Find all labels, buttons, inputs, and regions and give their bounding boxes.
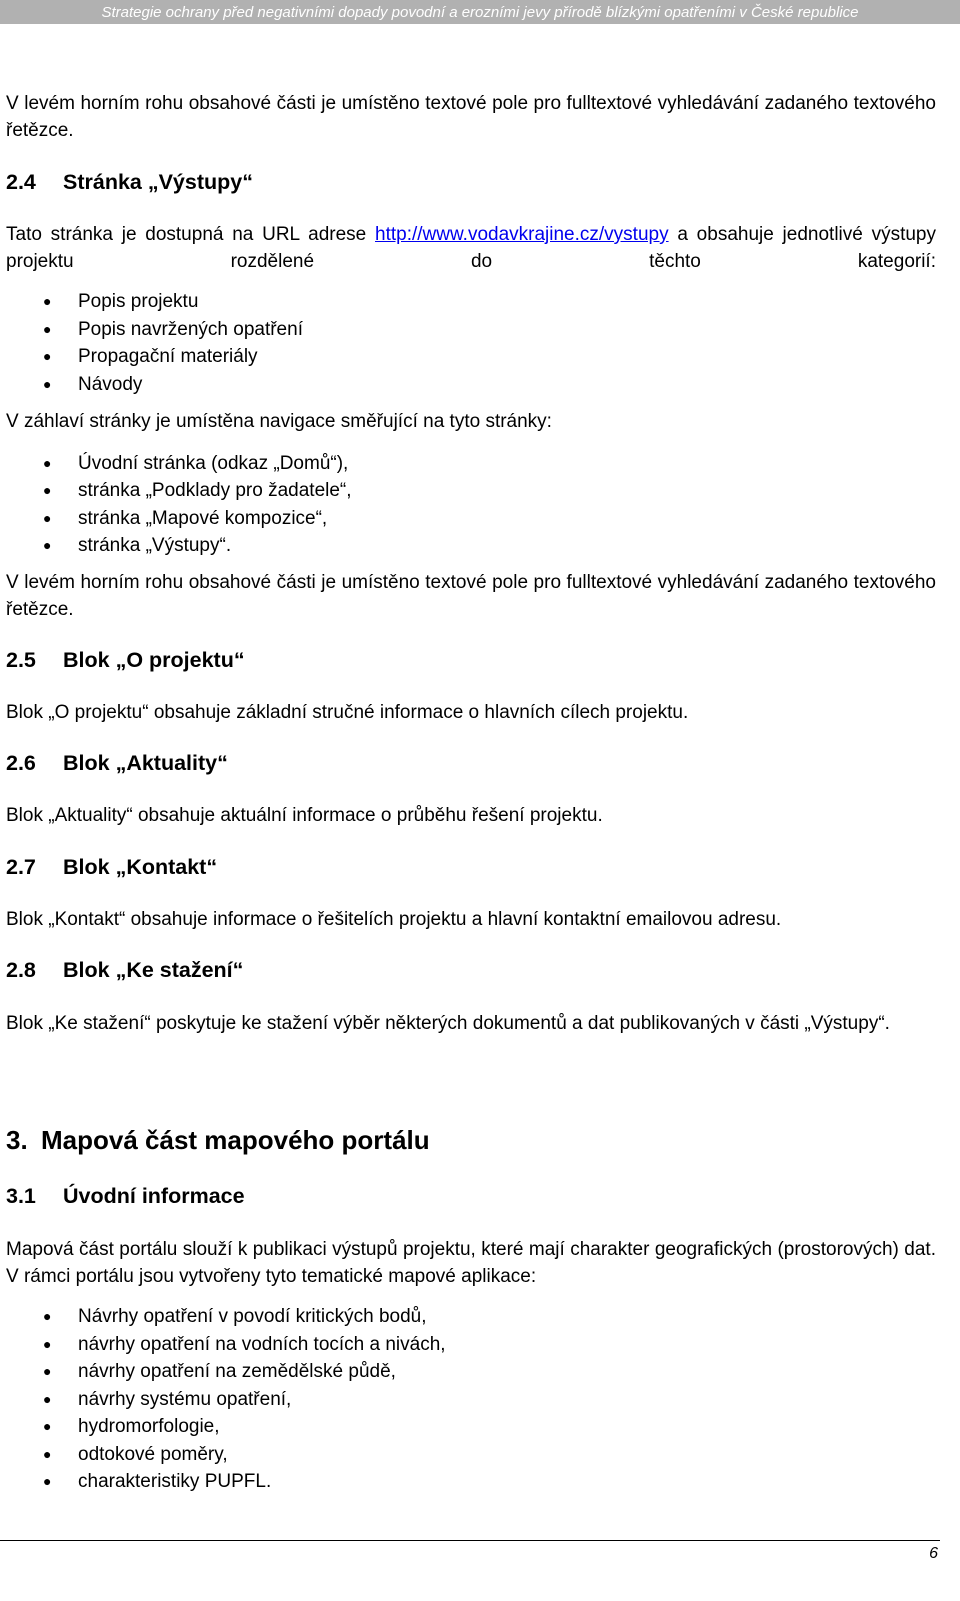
map-apps-list: [6, 1303, 446, 1496]
section-number: 2.6: [6, 751, 36, 775]
chapter-title: Mapová část mapového portálu: [41, 1125, 430, 1155]
bullet-icon: ●: [43, 455, 52, 471]
navigation-intro: V záhlaví stránky je umístěna navigace směřující na tyto stránky:: [6, 411, 552, 432]
navigation-list: [6, 450, 352, 559]
section-title: Blok „Kontakt“: [63, 855, 218, 879]
bullet-icon: ●: [43, 348, 52, 364]
section-number: 2.8: [6, 958, 36, 982]
bullet-icon: ●: [43, 482, 52, 499]
list-item: ● Návrhy opatření v povodí kritických bodů,: [6, 1303, 446, 1331]
list-item: ● Popis projektu: [6, 288, 303, 316]
search-paragraph: V levém horním rohu obsahové části je umístěno textové pole pro fulltextové vyhledávání zadaného textového řetězce.: [6, 572, 936, 620]
bullet-icon: ●: [43, 1335, 52, 1352]
bullet-icon: ●: [43, 1363, 52, 1379]
bullet-icon: ●: [43, 1418, 52, 1434]
running-header: [0, 0, 960, 24]
list-item: ● hydromorfologie,: [6, 1413, 446, 1441]
categories-list: [6, 288, 303, 398]
vystupy-url-link[interactable]: http://www.vodavkrajine.cz/vystupy: [375, 224, 669, 245]
section-title: Stránka „Výstupy“: [63, 170, 253, 194]
url-paragraph: [6, 222, 936, 275]
list-item: ● stránka „Mapové kompozice“,: [6, 505, 352, 532]
bullet-icon: ●: [43, 375, 52, 392]
list-item: ● návrhy opatření na vodních tocích a nivách,: [6, 1331, 446, 1359]
footer-divider: [0, 1540, 940, 1541]
list-item: ● odtokové poměry,: [6, 1441, 446, 1469]
section-heading-2-4: [6, 170, 253, 195]
intro-paragraph: V levém horním rohu obsahové části je umístěno textové pole pro fulltextové vyhledávání zadaného textového řetězce.: [6, 93, 936, 141]
section-paragraph: Blok „O projektu“ obsahuje základní stručné informace o hlavních cílech projektu.: [6, 702, 689, 723]
section-title: Úvodní informace: [63, 1184, 245, 1208]
list-item: ● stránka „Podklady pro žadatele“,: [6, 477, 352, 504]
bullet-icon: ●: [43, 536, 52, 553]
section-paragraph: Blok „Ke stažení“ poskytuje ke stažení výběr některých dokumentů a dat publikovaných v části „Výstupy“.: [6, 1013, 890, 1034]
bullet-icon: ●: [43, 1308, 52, 1324]
page-number: 6: [929, 1545, 938, 1562]
section-heading-2-8: [6, 958, 243, 983]
bullet-icon: ●: [43, 1473, 52, 1489]
bullet-icon: ●: [43, 293, 52, 309]
url-paragraph-start: Tato stránka je dostupná na URL adrese: [6, 224, 367, 245]
list-item: ● charakteristiky PUPFL.: [6, 1468, 446, 1496]
section-heading-3-1: [6, 1184, 245, 1209]
list-item: ● návrhy systému opatření,: [6, 1386, 446, 1414]
bullet-icon: ●: [43, 320, 52, 337]
bullet-icon: ●: [43, 1390, 52, 1407]
section-paragraph: Blok „Kontakt“ obsahuje informace o řešitelích projektu a hlavní kontaktní emailovou adresu.: [6, 909, 782, 930]
section-title: Blok „O projektu“: [63, 648, 245, 672]
chapter-number: 3.: [6, 1125, 28, 1155]
section-heading-2-7: [6, 855, 217, 880]
section-number: 2.5: [6, 648, 36, 672]
section-title: Blok „Aktuality“: [63, 751, 228, 775]
section-number: 2.4: [6, 170, 36, 194]
running-header-text: Strategie ochrany před negativními dopady povodní a erozními jevy přírodě blízkými opatřeními v České republice: [101, 3, 859, 21]
section-number: 3.1: [6, 1184, 36, 1208]
section-number: 2.7: [6, 855, 36, 879]
section-title: Blok „Ke stažení“: [63, 958, 244, 982]
url-paragraph-end: a obsahuje jednotlivé výstupy projektu rozdělené do těchto kategorií:: [6, 224, 937, 272]
list-item: ● Úvodní stránka (odkaz „Domů“),: [6, 450, 352, 477]
section-paragraph: Mapová část portálu slouží k publikaci výstupů projektu, které mají charakter geografických (prostorových) dat. V rámci portálu jsou vytvořeny tyto tematické mapové aplikace:: [6, 1239, 936, 1287]
list-item: ● Popis navržených opatření: [6, 316, 303, 344]
list-item: ● stránka „Výstupy“.: [6, 532, 352, 559]
list-item: ● návrhy opatření na zemědělské půdě,: [6, 1358, 446, 1386]
chapter-heading-3: [6, 1125, 430, 1156]
section-paragraph: Blok „Aktuality“ obsahuje aktuální informace o průběhu řešení projektu.: [6, 805, 603, 826]
bullet-icon: ●: [43, 509, 52, 526]
list-item: ● Propagační materiály: [6, 343, 303, 371]
section-heading-2-5: [6, 648, 245, 673]
bullet-icon: ●: [43, 1445, 52, 1462]
section-heading-2-6: [6, 751, 228, 776]
list-item: ● Návody: [6, 371, 303, 399]
